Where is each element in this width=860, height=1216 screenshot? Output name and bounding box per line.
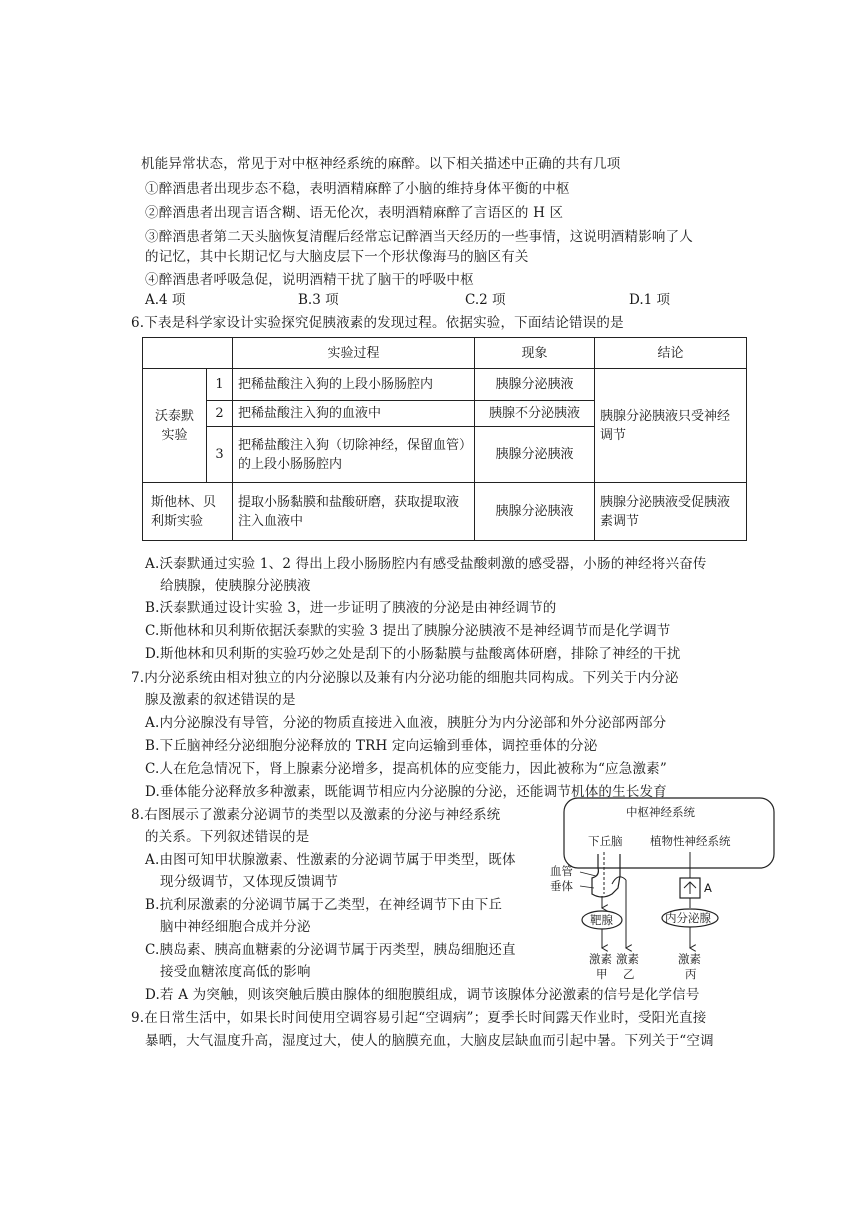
- pituitary-label: 垂体: [550, 879, 573, 893]
- table-header-row: [143, 338, 747, 369]
- q8-option-c[interactable]: C.胰岛素、胰高血糖素的分泌调节属于丙类型，胰岛细胞还直: [145, 942, 516, 958]
- q9-stem: 9.在日常生活中，如果长时间使用空调容易引起“空调病”；夏季长时间露天作业时，受阳光直接: [131, 1010, 707, 1026]
- table-row: [143, 483, 747, 541]
- row-process: 把稀盐酸注入狗（切除神经，保留血管）的上段小肠肠腔内: [233, 427, 475, 483]
- q5-option-d[interactable]: D.1 项: [629, 292, 671, 308]
- row-number: 2: [207, 401, 233, 427]
- vessel-label: 血管: [550, 864, 573, 878]
- autonomic-label: 植物性神经系统: [650, 834, 731, 848]
- q6-option-b[interactable]: B.沃泰默通过设计实验 3，进一步证明了胰液的分泌是由神经调节的: [145, 600, 557, 616]
- hormone-regulation-diagram: [540, 796, 780, 986]
- group-wotaimo: 沃泰默实验: [143, 369, 207, 483]
- hormone-a-sub: 甲: [596, 967, 608, 981]
- endocrine-gland-label: 内分泌腺: [665, 911, 711, 925]
- q8-option-a-cont: 现分级调节，又体现反馈调节: [160, 874, 339, 890]
- q6-option-c[interactable]: C.斯他林和贝利斯依据沃泰默的实验 3 提出了胰腺分泌胰液不是神经调节而是化学调节: [145, 623, 671, 639]
- conclusion-starling: 胰腺分泌胰液受促胰液素调节: [595, 483, 747, 541]
- q7-option-a[interactable]: A.内分泌腺没有导管，分泌的物质直接进入血液，胰脏分为内分泌部和外分泌部两部分: [145, 715, 667, 731]
- q7-option-b[interactable]: B.下丘脑神经分泌细胞分泌释放的 TRH 定向运输到垂体，调控垂体的分泌: [145, 738, 598, 754]
- q5-line-1: 机能异常状态，常见于对中枢神经系统的麻醉。以下相关描述中正确的共有几项: [141, 156, 621, 172]
- hormone-c-label: 激素: [678, 952, 701, 966]
- q8-stem-cont: 的关系。下列叙述错误的是: [145, 829, 310, 845]
- q5-item-4: ④醉酒患者呼吸急促，说明酒精干扰了脑干的呼吸中枢: [145, 272, 474, 288]
- synapse-a-label: A: [704, 881, 712, 895]
- hormone-b-label: 激素: [616, 952, 639, 966]
- row-observation: 胰腺分泌胰液: [475, 427, 595, 483]
- q7-option-d[interactable]: D.垂体能分泌释放多种激素，既能调节相应内分泌腺的分泌，还能调节机体的生长发育: [145, 784, 667, 800]
- row-observation: 胰腺分泌胰液: [475, 483, 595, 541]
- hypothalamus-label: 下丘脑: [588, 834, 623, 848]
- target-gland-label: 靶腺: [590, 913, 613, 927]
- q7-option-c[interactable]: C.人在危急情况下，肾上腺素分泌增多，提高机体的应变能力，因此被称为“应急激素”: [145, 761, 667, 777]
- q5-option-a[interactable]: A.4 项: [145, 292, 186, 308]
- q6-stem: 6.下表是科学家设计实验探究促胰液素的发现过程。依据实验，下面结论错误的是: [131, 315, 624, 331]
- header-conclusion: 结论: [595, 338, 747, 369]
- row-number: 3: [207, 427, 233, 483]
- header-observation: 现象: [475, 338, 595, 369]
- cns-label: 中枢神经系统: [626, 805, 695, 819]
- q6-option-a[interactable]: A.沃泰默通过实验 1、2 得出上段小肠肠腔内有感受盐酸刺激的感受器，小肠的神经将兴奋传: [145, 556, 707, 572]
- q7-stem-cont: 腺及激素的叙述错误的是: [145, 692, 296, 708]
- q8-stem: 8.右图展示了激素分泌调节的类型以及激素的分泌与神经系统: [131, 807, 501, 823]
- experiment-table: [142, 337, 747, 541]
- row-process: 提取小肠黏膜和盐酸研磨，获取提取液注入血液中: [233, 483, 475, 541]
- q8-option-d[interactable]: D.若 A 为突触，则该突触后膜由腺体的细胞膜组成，调节该腺体分泌激素的信号是化学信号: [145, 987, 700, 1003]
- row-process: 把稀盐酸注入狗的血液中: [233, 401, 475, 427]
- q8-option-a[interactable]: A.由图可知甲状腺激素、性激素的分泌调节属于甲类型，既体: [145, 852, 516, 868]
- q8-option-b[interactable]: B.抗利尿激素的分泌调节属于乙类型，在神经调节下由下丘: [145, 897, 503, 913]
- q8-option-b-cont: 脑中神经细胞合成并分泌: [160, 919, 311, 935]
- q5-option-c[interactable]: C.2 项: [465, 292, 506, 308]
- q8-option-c-cont: 接受血糖浓度高低的影响: [160, 964, 311, 980]
- table-row: [143, 369, 747, 401]
- row-process: 把稀盐酸注入狗的上段小肠肠腔内: [233, 369, 475, 401]
- q7-stem: 7.内分泌系统由相对独立的内分泌腺以及兼有内分泌功能的细胞共同构成。下列关于内分泌: [131, 670, 679, 686]
- hormone-b-sub: 乙: [623, 967, 635, 981]
- q9-stem-cont: 暴晒，大气温度升高，湿度过大，使人的脑膜充血，大脑皮层缺血而引起中暑。下列关于“空调: [145, 1033, 714, 1049]
- row-number: 1: [207, 369, 233, 401]
- q6-option-a-cont: 给胰腺，使胰腺分泌胰液: [160, 578, 311, 594]
- group-starling: 斯他林、贝利斯实验: [143, 483, 233, 541]
- hormone-a-label: 激素: [589, 952, 612, 966]
- row-observation: 胰腺分泌胰液: [475, 369, 595, 401]
- q6-option-d[interactable]: D.斯他林和贝利斯的实验巧妙之处是刮下的小肠黏膜与盐酸离体研磨，排除了神经的干扰: [145, 646, 681, 662]
- row-observation: 胰腺不分泌胰液: [475, 401, 595, 427]
- q5-option-b[interactable]: B.3 项: [298, 292, 339, 308]
- q5-item-3-cont: 的记忆，其中长期记忆与大脑皮层下一个形状像海马的脑区有关: [145, 249, 529, 265]
- hormone-c-sub: 丙: [685, 967, 697, 981]
- header-process: 实验过程: [233, 338, 475, 369]
- q5-item-2: ②醉酒患者出现言语含糊、语无伦次，表明酒精麻醉了言语区的 H 区: [145, 205, 564, 221]
- q5-item-3: ③醉酒患者第二天头脑恢复清醒后经常忘记醉酒当天经历的一些事情，这说明酒精影响了人: [145, 229, 693, 245]
- diagram-lines: [540, 796, 780, 986]
- conclusion-wotaimo: 胰腺分泌胰液只受神经调节: [595, 369, 747, 483]
- q5-item-1: ①醉酒患者出现步态不稳，表明酒精麻醉了小脑的维持身体平衡的中枢: [145, 181, 570, 197]
